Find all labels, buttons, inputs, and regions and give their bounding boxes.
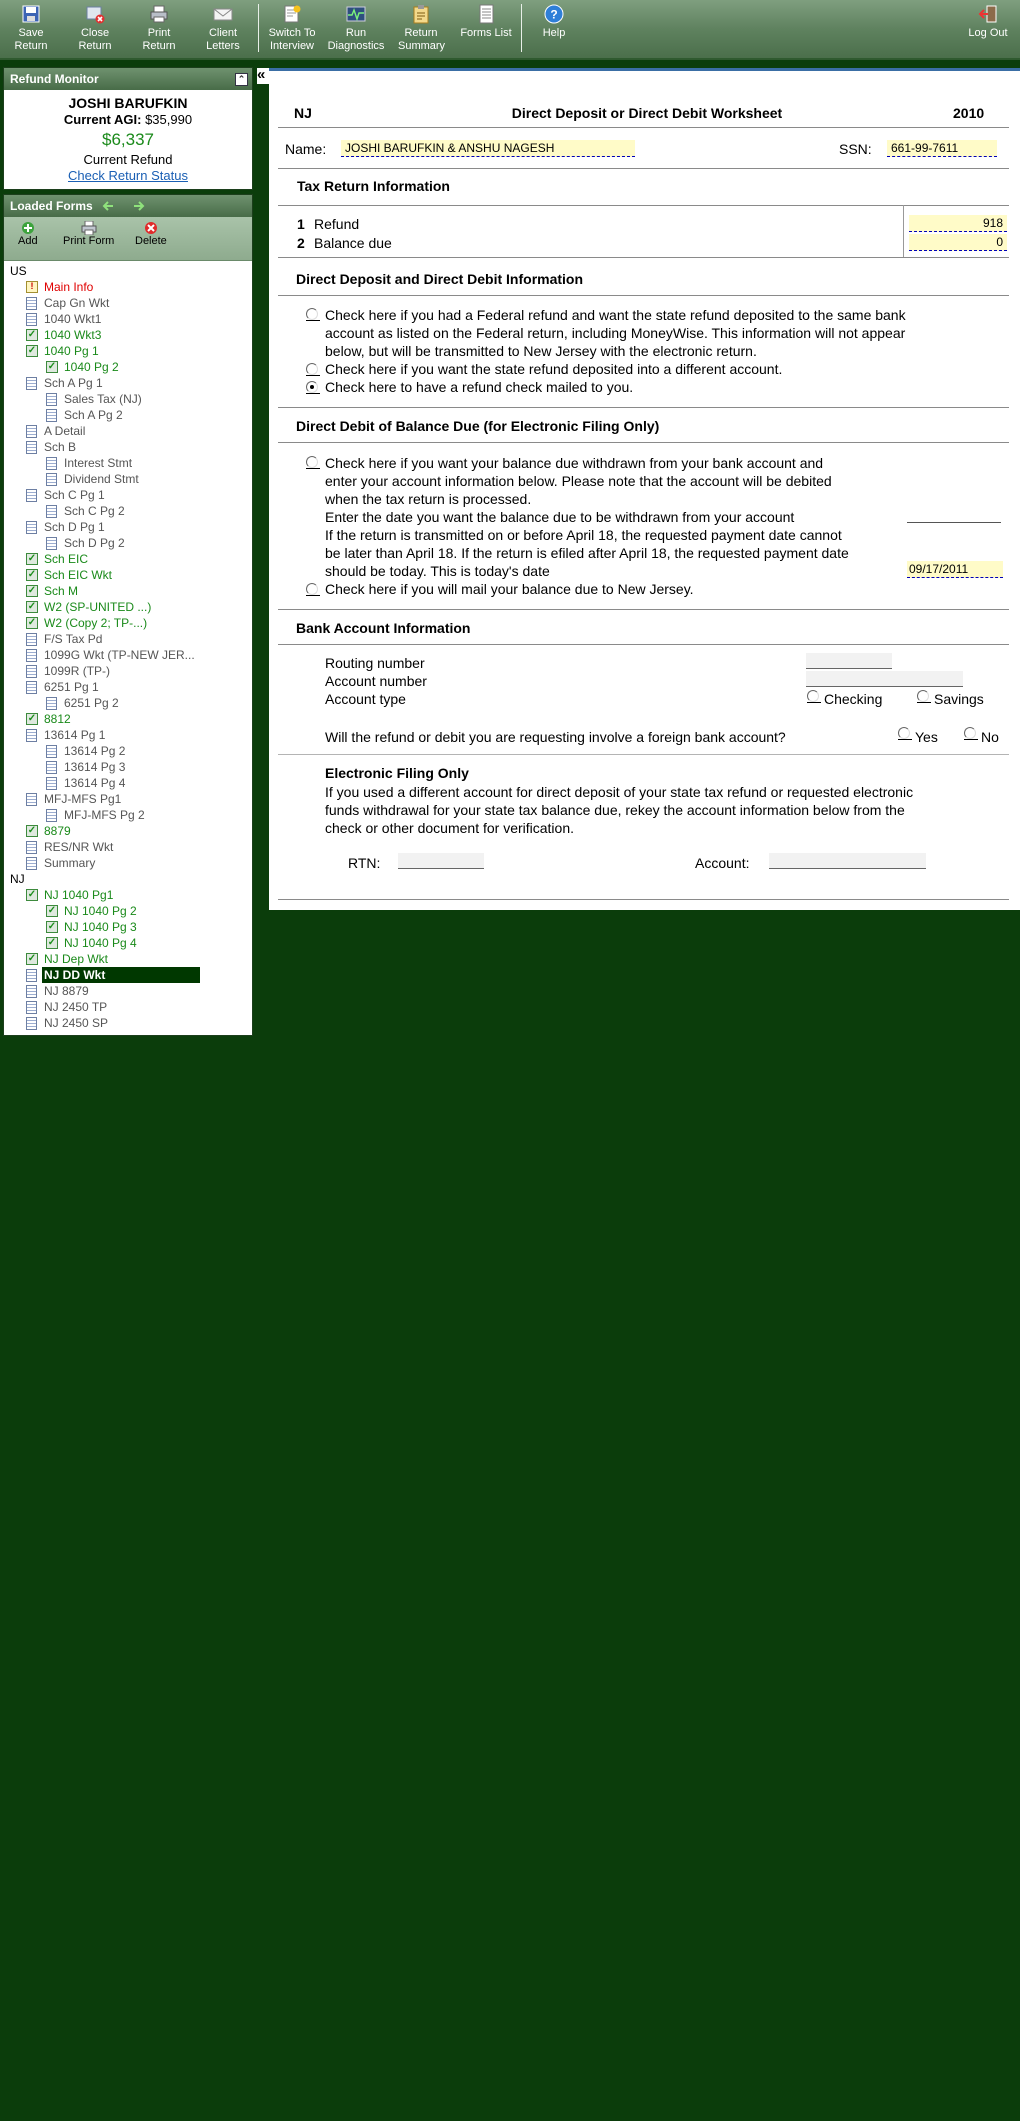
forward-arrow-icon[interactable] <box>133 200 145 212</box>
delete-label: Delete <box>135 235 167 247</box>
debit-option1-line1: Check here if you want your balance due withdrawn from your bank account and <box>325 455 824 471</box>
document-icon <box>26 857 37 870</box>
document-icon <box>26 649 37 662</box>
rtn-field[interactable] <box>398 853 484 869</box>
checked-form-icon: ✓ <box>47 905 57 916</box>
tree-item[interactable] <box>4 407 252 423</box>
debit-withdraw-radio[interactable] <box>306 456 318 468</box>
debit-note-line2: be later than April 18. If the return is efiled after April 18, the requested payment date <box>325 545 849 561</box>
account-number-label: Account number <box>325 673 427 689</box>
document-icon <box>26 633 37 646</box>
tree-item-label: Sch EIC <box>44 552 89 566</box>
tree-item-label: Summary <box>44 856 96 870</box>
tree-item[interactable] <box>4 311 252 327</box>
balance-due-field[interactable]: 0 <box>909 234 1007 251</box>
tree-item[interactable] <box>4 439 252 455</box>
divider <box>278 205 1009 206</box>
document-icon <box>26 985 37 998</box>
line1-number: 1 <box>297 216 305 232</box>
delete-icon <box>144 221 158 235</box>
foreign-yes-label: Yes <box>915 729 938 745</box>
diagnostics-icon <box>346 4 366 24</box>
tree-item[interactable] <box>4 647 252 663</box>
printer-icon <box>81 221 97 235</box>
tree-item-label: NJ 8879 <box>44 984 89 998</box>
tree-item-label: 1040 Pg 1 <box>44 344 99 358</box>
checked-form-icon: ✓ <box>47 921 57 932</box>
help-label: Help <box>542 27 566 39</box>
line1-label: Refund <box>314 216 360 232</box>
efile-line3: check or other document for verification. <box>325 820 575 836</box>
document-icon <box>26 1001 37 1014</box>
refund-label: Current Refund <box>83 152 173 167</box>
ssn-label: SSN: <box>839 141 872 157</box>
tree-item[interactable] <box>4 775 252 791</box>
tax-info-heading: Tax Return Information <box>297 178 450 194</box>
dd-option1-line2: account as listed on the Federal return, including MoneyWise. This information will not appear <box>325 325 906 341</box>
document-icon <box>26 969 37 982</box>
tree-item-label: 6251 Pg 1 <box>44 680 99 694</box>
svg-text:?: ? <box>550 7 558 22</box>
checked-form-icon: ✓ <box>27 601 37 612</box>
foreign-account-question: Will the refund or debit you are requesting involve a foreign bank account? <box>325 729 786 745</box>
run-diagnostics-button[interactable] <box>325 2 387 56</box>
checked-form-icon: ✓ <box>27 585 37 596</box>
tree-item[interactable] <box>4 295 252 311</box>
line2-number: 2 <box>297 235 305 251</box>
tree-item[interactable] <box>4 503 252 519</box>
efile-line2: funds withdrawal for your state tax balance due, rekey the account information below from the <box>325 802 905 818</box>
tree-item-label: Sch C Pg 2 <box>64 504 125 518</box>
account-number-field[interactable] <box>806 671 963 687</box>
checked-form-icon: ✓ <box>27 825 37 836</box>
tree-item-label: A Detail <box>44 424 86 438</box>
tree-item[interactable] <box>4 679 252 695</box>
taxpayer-name: JOSHI BARUFKIN <box>68 95 188 111</box>
add-label: Add <box>18 235 38 247</box>
tree-item[interactable] <box>4 471 252 487</box>
document-icon <box>26 729 37 742</box>
debit-mail-radio[interactable] <box>306 583 318 595</box>
tree-item-label: Sch A Pg 2 <box>64 408 123 422</box>
tree-item[interactable] <box>4 759 252 775</box>
log-out-icon <box>978 4 998 24</box>
tree-item-label: Sch EIC Wkt <box>44 568 113 582</box>
collapse-sidebar-icon[interactable]: « <box>257 68 269 84</box>
routing-label: Routing number <box>325 655 425 671</box>
divider <box>278 644 1009 645</box>
line2-label: Balance due <box>314 235 392 251</box>
foreign-no-label: No <box>981 729 999 745</box>
tree-item-label: Cap Gn Wkt <box>44 296 110 310</box>
tree-item[interactable] <box>4 823 252 839</box>
tree-item[interactable] <box>4 663 252 679</box>
tree-item-label: W2 (SP-UNITED ...) <box>44 600 152 614</box>
tree-item[interactable] <box>4 375 252 391</box>
document-icon <box>46 809 57 822</box>
divider <box>278 442 1009 443</box>
dd-option1-text <box>325 306 906 360</box>
tree-item[interactable] <box>4 423 252 439</box>
tree-group-label: US <box>10 264 27 278</box>
help-icon <box>544 4 564 24</box>
debit-option2-text: Check here if you will mail your balance due to New Jersey. <box>325 581 694 597</box>
tree-item[interactable] <box>4 791 252 807</box>
document-icon <box>26 841 37 854</box>
form-title: Direct Deposit or Direct Debit Worksheet <box>511 105 783 121</box>
tree-item[interactable] <box>4 551 252 567</box>
document-icon <box>26 681 37 694</box>
ssn-field[interactable]: 661-99-7611 <box>887 140 997 157</box>
tree-item-label: NJ 2450 TP <box>44 1000 108 1014</box>
savings-radio[interactable] <box>917 690 929 702</box>
tree-item-label: NJ 1040 Pg 2 <box>64 904 137 918</box>
dd-option1-line1: Check here if you had a Federal refund and want the state refund deposited to the same bank <box>325 307 906 323</box>
tree-item-label: NJ 1040 Pg1 <box>44 888 114 902</box>
refund-amount: $6,337 <box>102 130 154 149</box>
switch-to-interview-button[interactable] <box>261 2 323 56</box>
tree-item-label: NJ 2450 SP <box>44 1016 109 1030</box>
document-icon <box>46 457 57 470</box>
tree-item[interactable] <box>4 855 252 871</box>
dd-same-account-radio[interactable] <box>306 308 318 320</box>
tree-item-label: Sales Tax (NJ) <box>64 392 142 406</box>
document-icon <box>46 505 57 518</box>
toolbar-separator <box>521 4 522 52</box>
agi-label: Current AGI: <box>63 112 142 127</box>
tree-item-label: MFJ-MFS Pg 2 <box>64 808 145 822</box>
tree-item-label: 6251 Pg 2 <box>64 696 119 710</box>
direct-debit-heading: Direct Debit of Balance Due (for Electronic Filing Only) <box>296 418 660 434</box>
foreign-yes-radio[interactable] <box>898 727 910 739</box>
foreign-no-radio[interactable] <box>964 727 976 739</box>
checked-form-icon: ✓ <box>27 569 37 580</box>
direct-deposit-heading: Direct Deposit and Direct Debit Information <box>296 271 584 287</box>
efile-line1: If you used a different account for direct deposit of your state tax refund or requested electronic <box>325 784 914 800</box>
checked-form-icon: ✓ <box>27 713 37 724</box>
debit-date-label: Enter the date you want the balance due to be withdrawn from your account <box>325 509 795 525</box>
document-icon <box>26 313 37 326</box>
loaded-forms-panel <box>3 194 253 1036</box>
debit-date-field[interactable] <box>907 507 1001 523</box>
client-letters-button[interactable] <box>192 2 254 56</box>
checked-form-icon: ✓ <box>27 345 37 356</box>
tree-item-label: 8879 <box>44 824 71 838</box>
tree-group-label: NJ <box>10 872 25 886</box>
tree-item[interactable] <box>4 887 252 903</box>
todays-date-field: 09/17/2011 <box>907 561 1003 578</box>
tree-item[interactable] <box>4 631 252 647</box>
error-form-icon: ! <box>26 281 38 293</box>
tree-item[interactable] <box>4 583 252 599</box>
tree-item-label: 1099G Wkt (TP-NEW JER... <box>44 648 195 662</box>
tree-item-label: 8812 <box>44 712 71 726</box>
return-summary-button[interactable] <box>390 2 452 56</box>
divider <box>278 899 1009 900</box>
close-return-icon <box>85 4 105 24</box>
forms-list-icon <box>476 4 496 24</box>
back-arrow-icon[interactable] <box>102 200 114 212</box>
checked-form-icon: ✓ <box>27 329 37 340</box>
tree-item-label: Sch D Pg 1 <box>44 520 105 534</box>
tree-item[interactable] <box>4 519 252 535</box>
tree-item-label: Sch D Pg 2 <box>64 536 125 550</box>
document-icon <box>46 777 57 790</box>
checked-form-icon: ✓ <box>27 889 37 900</box>
tree-item-label: Sch A Pg 1 <box>44 376 103 390</box>
tree-item[interactable] <box>4 535 252 551</box>
debit-note-line1: If the return is transmitted on or before April 18, the requested payment date cannot <box>325 527 842 543</box>
printer-icon <box>149 4 169 24</box>
help-button[interactable] <box>523 2 585 56</box>
close-return-label: Close Return <box>78 27 112 52</box>
rtn-label: RTN: <box>348 855 381 871</box>
divider <box>278 754 1009 755</box>
dd-different-account-radio[interactable] <box>306 363 318 375</box>
envelope-icon <box>213 4 233 24</box>
tree-item-label: 13614 Pg 3 <box>64 760 126 774</box>
toolbar-separator <box>258 4 259 52</box>
tree-item[interactable] <box>4 279 252 295</box>
divider <box>903 205 904 257</box>
tree-item-label: Sch C Pg 1 <box>44 488 105 502</box>
agi-value: $35,990 <box>145 112 193 127</box>
loaded-forms-toolbar <box>4 217 252 261</box>
tree-item[interactable] <box>4 839 252 855</box>
dd-option3-text: Check here to have a refund check mailed to you. <box>325 379 634 395</box>
tree-item[interactable] <box>4 903 252 919</box>
tree-item-label: 13614 Pg 4 <box>64 776 126 790</box>
tree-item[interactable] <box>4 359 252 375</box>
tree-item-label: Dividend Stmt <box>64 472 139 486</box>
forms-list-label: Forms List <box>460 27 512 39</box>
efile-account-field[interactable] <box>769 853 926 869</box>
document-icon <box>26 793 37 806</box>
divider <box>278 127 1009 128</box>
interview-icon <box>282 4 302 24</box>
divider <box>278 257 1009 258</box>
tree-item[interactable] <box>4 327 252 343</box>
print-form-label: Print Form <box>63 235 115 247</box>
debit-note-line3: should be today. This is today's date <box>325 563 550 579</box>
form-year: 2010 <box>953 105 985 121</box>
tree-item-label: Interest Stmt <box>64 456 133 470</box>
divider <box>278 407 1009 408</box>
refund-monitor-header <box>4 68 252 90</box>
save-return-button[interactable] <box>0 2 62 56</box>
debit-option1-line2: enter your account information below. Please note that the account will be debited <box>325 473 832 489</box>
floppy-disk-icon <box>21 4 41 24</box>
checking-label: Checking <box>824 691 883 707</box>
refund-monitor-title: Refund Monitor <box>10 72 99 86</box>
add-form-button[interactable] <box>18 221 38 247</box>
current-agi <box>4 112 252 127</box>
checked-form-icon: ✓ <box>27 617 37 628</box>
efile-text <box>325 783 913 837</box>
name-field[interactable]: JOSHI BARUFKIN & ANSHU NAGESH <box>341 140 635 157</box>
debit-option1-line3: when the tax return is processed. <box>325 491 532 507</box>
efile-account-label: Account: <box>695 855 750 871</box>
document-icon <box>26 521 37 534</box>
tree-item[interactable] <box>4 391 252 407</box>
client-letters-label: Client Letters <box>206 27 240 52</box>
tree-item-label: NJ DD Wkt <box>42 967 200 983</box>
tree-item-label: 13614 Pg 2 <box>64 744 126 758</box>
loaded-forms-header <box>4 195 252 217</box>
checked-form-icon: ✓ <box>47 361 57 372</box>
document-icon <box>46 393 57 406</box>
document-icon <box>46 409 57 422</box>
main-toolbar <box>0 0 1020 60</box>
form-state: NJ <box>294 105 312 121</box>
document-icon <box>46 697 57 710</box>
dd-option2-text: Check here if you want the state refund deposited into a different account. <box>325 361 783 377</box>
checked-form-icon: ✓ <box>27 553 37 564</box>
document-icon <box>46 537 57 550</box>
tree-item[interactable] <box>4 727 252 743</box>
document-icon <box>26 665 37 678</box>
tree-item-label: Sch M <box>44 584 79 598</box>
print-return-label: Print Return <box>142 27 176 52</box>
print-return-button[interactable] <box>128 2 190 56</box>
bank-account-heading: Bank Account Information <box>296 620 471 636</box>
document-icon <box>26 1017 37 1030</box>
tree-item[interactable] <box>4 695 252 711</box>
switch-to-interview-label: Switch To Interview <box>268 27 316 52</box>
tree-item[interactable] <box>4 343 252 359</box>
clipboard-icon <box>411 4 431 24</box>
collapse-up-icon[interactable]: ⌃ <box>235 73 248 86</box>
document-icon <box>46 473 57 486</box>
close-return-button[interactable] <box>64 2 126 56</box>
dd-option1-line3: below, but will be transmitted to New Jersey with the electronic return. <box>325 343 757 359</box>
save-return-label: Save Return <box>14 27 48 52</box>
checked-form-icon: ✓ <box>27 953 37 964</box>
tree-item[interactable] <box>4 455 252 471</box>
efile-heading: Electronic Filing Only <box>325 765 469 781</box>
print-form-button[interactable] <box>63 221 114 247</box>
refund-monitor-panel <box>3 67 253 190</box>
loaded-forms-title: Loaded Forms <box>10 199 93 213</box>
run-diagnostics-label: Run Diagnostics <box>327 27 385 52</box>
tree-item[interactable] <box>4 487 252 503</box>
tree-item[interactable] <box>4 711 252 727</box>
checked-form-icon: ✓ <box>47 937 57 948</box>
tree-item-label: 1040 Pg 2 <box>64 360 119 374</box>
add-icon <box>21 221 35 235</box>
document-icon <box>26 489 37 502</box>
worksheet-form <box>269 68 1020 910</box>
forms-tree <box>4 261 252 1033</box>
tree-item[interactable] <box>4 615 252 631</box>
tree-item[interactable] <box>4 807 252 823</box>
refund-field[interactable]: 918 <box>909 215 1007 232</box>
tree-item-label: RES/NR Wkt <box>44 840 114 854</box>
tree-item-label: 1040 Wkt3 <box>44 328 102 342</box>
document-icon <box>46 745 57 758</box>
tree-item[interactable] <box>4 1015 252 1031</box>
divider <box>278 295 1009 296</box>
account-type-label: Account type <box>325 691 406 707</box>
tree-item-label: Main Info <box>44 280 94 294</box>
document-icon <box>26 425 37 438</box>
divider <box>278 609 1009 610</box>
routing-number-field[interactable] <box>806 653 892 669</box>
delete-form-button[interactable] <box>135 221 167 247</box>
document-icon <box>26 377 37 390</box>
tree-item[interactable] <box>4 743 252 759</box>
forms-list-button[interactable] <box>455 2 517 56</box>
tree-item-label: W2 (Copy 2; TP-...) <box>44 616 148 630</box>
log-out-button[interactable] <box>957 2 1019 56</box>
tree-item[interactable] <box>4 951 252 967</box>
document-icon <box>26 297 37 310</box>
divider <box>278 168 1009 169</box>
tree-item[interactable] <box>4 599 252 615</box>
tree-item[interactable] <box>4 983 252 999</box>
tree-item[interactable] <box>4 967 252 983</box>
check-return-status-link[interactable]: Check Return Status <box>68 168 188 183</box>
tree-item[interactable] <box>4 919 252 935</box>
tree-item-label: 1040 Wkt1 <box>44 312 102 326</box>
tree-item-label: F/S Tax Pd <box>44 632 103 646</box>
checking-radio[interactable] <box>807 690 819 702</box>
tree-item-label: MFJ-MFS Pg1 <box>44 792 122 806</box>
tree-item-label: 1099R (TP-) <box>44 664 111 678</box>
tree-item[interactable] <box>4 935 252 951</box>
document-icon <box>26 441 37 454</box>
document-icon <box>46 761 57 774</box>
log-out-label: Log Out <box>968 27 1008 39</box>
savings-label: Savings <box>934 691 984 707</box>
tree-item-label: 13614 Pg 1 <box>44 728 106 742</box>
tree-item[interactable] <box>4 999 252 1015</box>
name-label: Name: <box>285 141 327 157</box>
debit-option1-text <box>325 454 849 580</box>
dd-mail-check-radio[interactable] <box>306 381 318 393</box>
tree-item[interactable] <box>4 567 252 583</box>
tree-item-label: NJ 1040 Pg 3 <box>64 920 137 934</box>
tree-item-label: NJ 1040 Pg 4 <box>64 936 137 950</box>
return-summary-label: Return Summary <box>398 27 446 52</box>
tree-item-label: NJ Dep Wkt <box>44 952 109 966</box>
tree-item-label: Sch B <box>44 440 77 454</box>
